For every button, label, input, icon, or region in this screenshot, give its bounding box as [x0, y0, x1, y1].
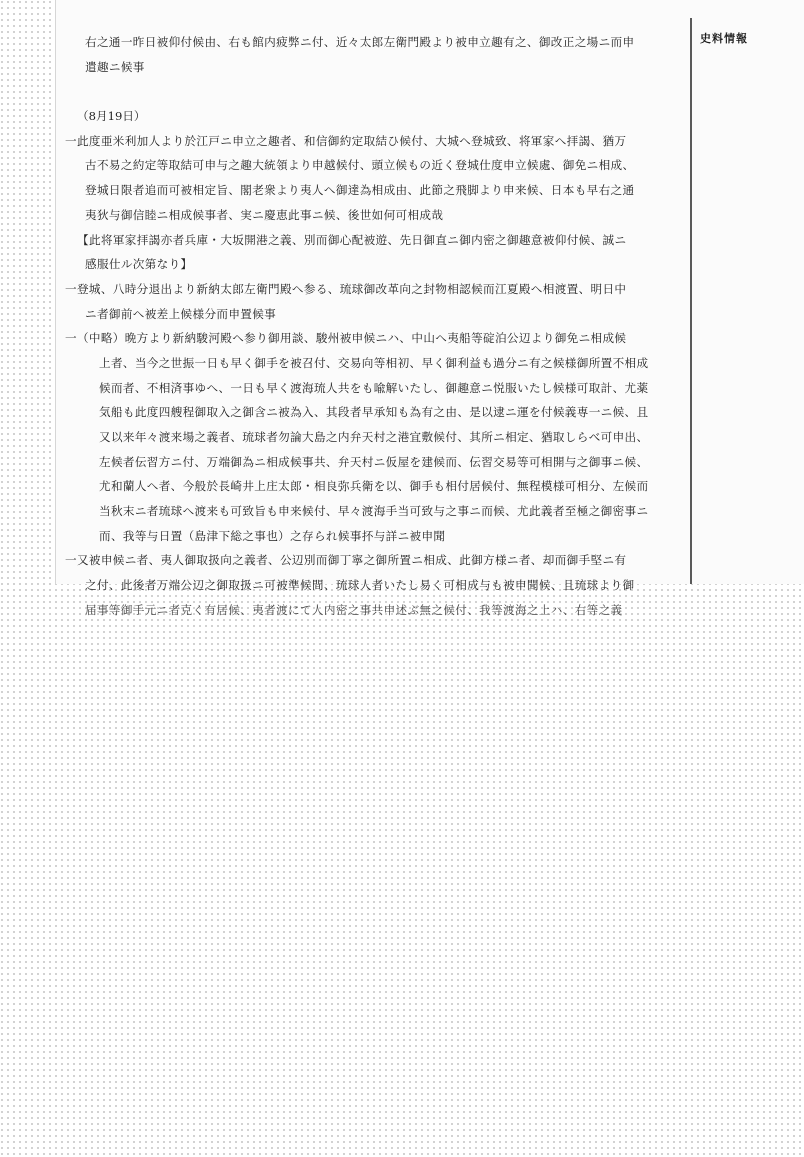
text-line: 一（中略）晩方より新納駿河殿へ参り御用談、駿州被申候ニハ、中山へ夷船等碇泊公辺より御免ニ相成候: [65, 331, 627, 346]
sidebar-label: 史料情報: [700, 32, 748, 45]
document-body: [65, 30, 679, 623]
text-line: 登城日限者追而可被相定旨、閣老衆より夷人へ御達為相成由、此節之飛脚より申来候、日本も早右之通: [85, 183, 635, 198]
text-line: 一又被申候ニ者、夷人御取扱向之義者、公辺別而御丁寧之御所置ニ相成、此御方様ニ者、却而御手堅ニ有: [65, 553, 627, 568]
text-line: 而、我等与日置（島津下総之事也）之存られ候事抔与詳ニ被申聞: [99, 528, 446, 543]
text-line: 夷狄与御信睦ニ相成候事者、実ニ慶恵此事ニ候、後世如何可相成哉: [85, 207, 444, 222]
text-line: ニ者御前へ被差上候様分而申置候事: [85, 306, 277, 321]
document-page: [55, 0, 804, 617]
text-line: 一此度亜米利加人より於江戸ニ申立之趣者、和信御約定取結ひ候付、大城へ登城致、将軍家へ拝謁、猶万: [65, 133, 627, 148]
text-line: 又以来年々渡来場之義者、琉球者勿論大島之内弁天村之港宜敷候付、其所ニ相定、猶取しらべ可申出、: [99, 430, 649, 444]
annotation-line: 感服仕ル次第なり】: [85, 257, 193, 272]
text-line: 候而者、不相済事ゆへ、一日も早く渡海琉人共をも喩解いたし、御趣意ニ悦服いたし候様可取計、尤薬: [99, 380, 649, 395]
text-line-cut-off: 届事等御手元ニ者克く有居候、夷者渡にて人内密之事共申述ぶ無之候付、我等渡海之上ハ、右等之義: [85, 602, 623, 617]
text-line: 古不易之約定等取結可申与之趣大統領より申越候付、頭立候もの近く登城仕度申立候處、御免ニ相成、: [85, 158, 635, 173]
text-line: 一登城、八時分退出より新納太郎左衛門殿へ参る、琉球御改革向之封物相認候而江夏殿へ相渡置、明日中: [65, 281, 627, 296]
text-line: 之付、此後者万端公辺之御取扱ニ可被準候間、琉球人者いたし易く可相成与も被申聞候、且琉球より御: [85, 578, 635, 593]
annotation-line: 【此将軍家拝謁亦者兵庫・大坂開港之義、別而御心配被遊、先日御直ニ御内密之御趣意被仰付候、誠ニ: [77, 232, 627, 247]
date-heading: （8月19日）: [77, 109, 146, 124]
blank-line: [65, 79, 679, 104]
left-margin-rule: [55, 0, 56, 584]
text-line: 左候者伝習方ニ付、万端御為ニ相成候事共、弁天村ニ仮屋を建候而、伝習交易等可相開与之御事ニ候、: [99, 454, 649, 469]
text-line: 右之通一昨日被仰付候由、右も館内疲弊ニ付、近々太郎左衛門殿より被申立趣有之、御改正之場ニ而申: [85, 35, 635, 49]
sidebar-divider: [690, 18, 692, 584]
text-line: 当秋末ニ者琉球へ渡来も可致旨も申来候付、早々渡海手当可致与之事ニ而候、尤此義者至極之御密事ニ: [99, 504, 649, 519]
text-line: 尤和蘭人へ者、今般於長崎井上庄太郎・相良弥兵衛を以、御手も相付居候付、無程模様可相分、左候而: [99, 479, 649, 494]
text-line: 気船も此度四艘程御取入之御含ニ被為入、其段者早承知も為有之由、是以逮ニ運を付候義専一ニ候、且: [99, 405, 649, 420]
text-line: 上者、当今之世振一日も早く御手を被召付、交易向等相初、早く御利益も過分ニ有之候様御所置不相成: [99, 355, 649, 370]
text-line: 遣趣ニ候事: [85, 59, 145, 74]
